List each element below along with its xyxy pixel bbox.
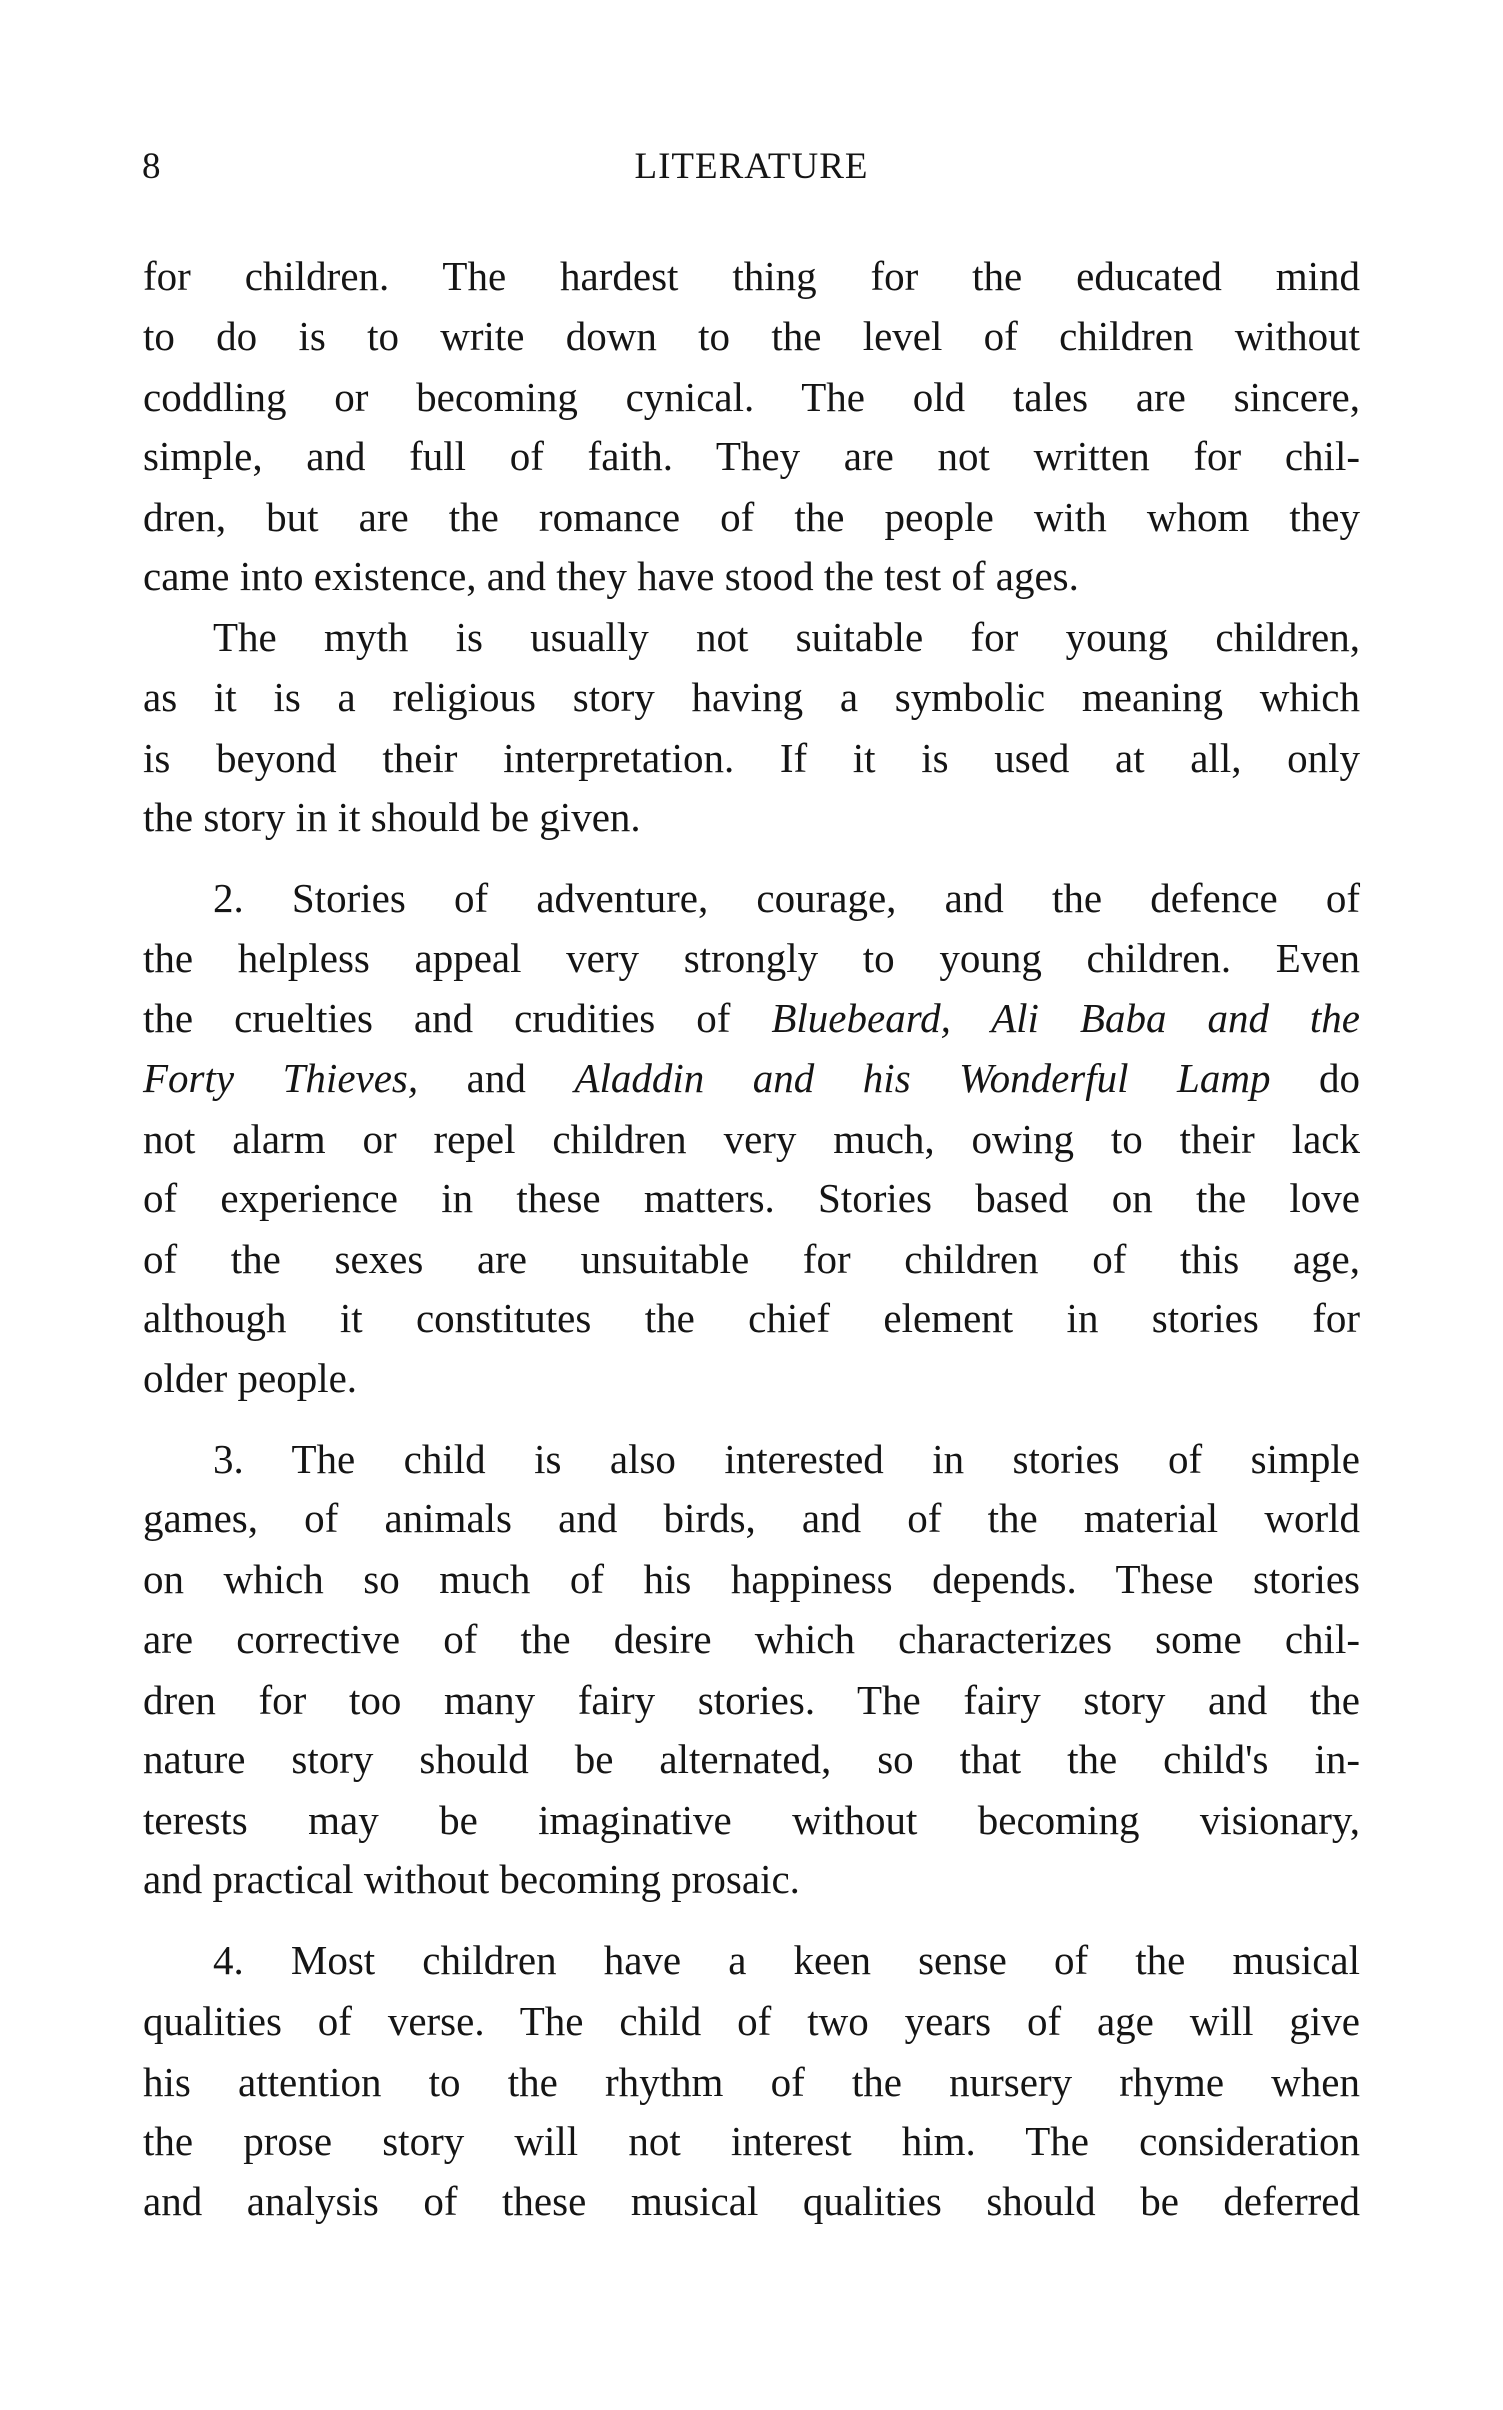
text-line bbox=[143, 988, 1360, 1048]
text-run: simple, and full of faith. They are not written for chil- bbox=[143, 433, 1360, 479]
text-line bbox=[143, 1549, 1360, 1609]
text-run: his attention to the rhythm of the nursery rhyme when bbox=[143, 2059, 1360, 2105]
text-run: 3. The child is also interested in stories of simple bbox=[213, 1436, 1360, 1482]
text-run: and bbox=[418, 1055, 575, 1101]
text-run: coddling or becoming cynical. The old tales are sincere, bbox=[143, 374, 1360, 420]
text-run: older people. bbox=[143, 1355, 358, 1401]
text-line bbox=[143, 546, 1360, 606]
text-run: the story in it should be given. bbox=[143, 794, 641, 840]
text-line bbox=[213, 868, 1360, 928]
text-run: do bbox=[1270, 1055, 1361, 1101]
text-run: the cruelties and crudities of bbox=[143, 995, 772, 1041]
text-line bbox=[143, 426, 1360, 486]
text-line bbox=[143, 1729, 1360, 1789]
text-line bbox=[143, 2052, 1360, 2112]
text-line bbox=[143, 667, 1360, 727]
italic-title: Aladdin and his Wonderful Lamp bbox=[574, 1055, 1271, 1101]
italic-title: Bluebeard, Ali Baba and the bbox=[771, 995, 1361, 1041]
text-run: on which so much of his happiness depends. These stories bbox=[143, 1556, 1360, 1602]
text-line bbox=[143, 1048, 1360, 1108]
page-number: 8 bbox=[142, 146, 161, 187]
text-line bbox=[143, 246, 1360, 306]
text-line bbox=[143, 487, 1360, 547]
text-run: and analysis of these musical qualities should be deferred bbox=[143, 2178, 1360, 2224]
text-line bbox=[143, 1168, 1360, 1228]
text-line bbox=[143, 306, 1360, 366]
text-line bbox=[143, 1109, 1360, 1169]
text-line bbox=[213, 1429, 1360, 1489]
text-run: qualities of verse. The child of two years of age will give bbox=[143, 1998, 1360, 2044]
text-run: dren, but are the romance of the people with whom they bbox=[143, 494, 1360, 540]
text-run: The myth is usually not suitable for young children, bbox=[213, 614, 1360, 660]
text-run: came into existence, and they have stood the test of ages. bbox=[143, 553, 1079, 599]
text-run: dren for too many fairy stories. The fairy story and the bbox=[143, 1677, 1360, 1723]
text-run: although it constitutes the chief element in stories for bbox=[143, 1295, 1360, 1341]
text-line bbox=[143, 367, 1360, 427]
text-line bbox=[143, 1670, 1360, 1730]
text-line bbox=[143, 2111, 1360, 2171]
text-run: games, of animals and birds, and of the material world bbox=[143, 1495, 1360, 1541]
text-line bbox=[213, 1930, 1360, 1990]
text-run: terests may be imaginative without becoming visionary, bbox=[143, 1797, 1360, 1843]
text-line bbox=[143, 1288, 1360, 1348]
text-line bbox=[143, 1609, 1360, 1669]
text-line bbox=[143, 728, 1360, 788]
text-line bbox=[213, 607, 1360, 667]
text-line bbox=[143, 1991, 1360, 2051]
text-run: not alarm or repel children very much, owing to their lack bbox=[143, 1116, 1360, 1162]
running-title: LITERATURE bbox=[634, 146, 869, 187]
text-line bbox=[143, 2171, 1360, 2231]
text-run: the helpless appeal very strongly to young children. Even bbox=[143, 935, 1360, 981]
text-line bbox=[143, 1849, 1360, 1909]
text-line bbox=[143, 787, 1360, 847]
text-run: as it is a religious story having a symbolic meaning which bbox=[143, 674, 1360, 720]
text-line bbox=[143, 1790, 1360, 1850]
text-line bbox=[143, 1229, 1360, 1289]
text-run: 4. Most children have a keen sense of the musical bbox=[213, 1937, 1360, 1983]
text-run: is beyond their interpretation. If it is used at all, only bbox=[143, 735, 1360, 781]
text-run: to do is to write down to the level of children without bbox=[143, 313, 1360, 359]
text-run: the prose story will not interest him. The consideration bbox=[143, 2118, 1360, 2164]
text-run: of the sexes are unsuitable for children of this age, bbox=[143, 1236, 1360, 1282]
text-line bbox=[143, 1488, 1360, 1548]
text-run: of experience in these matters. Stories based on the love bbox=[143, 1175, 1360, 1221]
text-run: for children. The hardest thing for the educated mind bbox=[143, 253, 1360, 299]
text-run: nature story should be alternated, so that the child's in- bbox=[143, 1736, 1360, 1782]
text-run: are corrective of the desire which characterizes some chil- bbox=[143, 1616, 1360, 1662]
italic-title: Forty Thieves, bbox=[143, 1055, 419, 1101]
text-line bbox=[143, 928, 1360, 988]
text-line bbox=[143, 1348, 1360, 1408]
text-run: and practical without becoming prosaic. bbox=[143, 1856, 800, 1902]
text-run: 2. Stories of adventure, courage, and the defence of bbox=[213, 875, 1360, 921]
